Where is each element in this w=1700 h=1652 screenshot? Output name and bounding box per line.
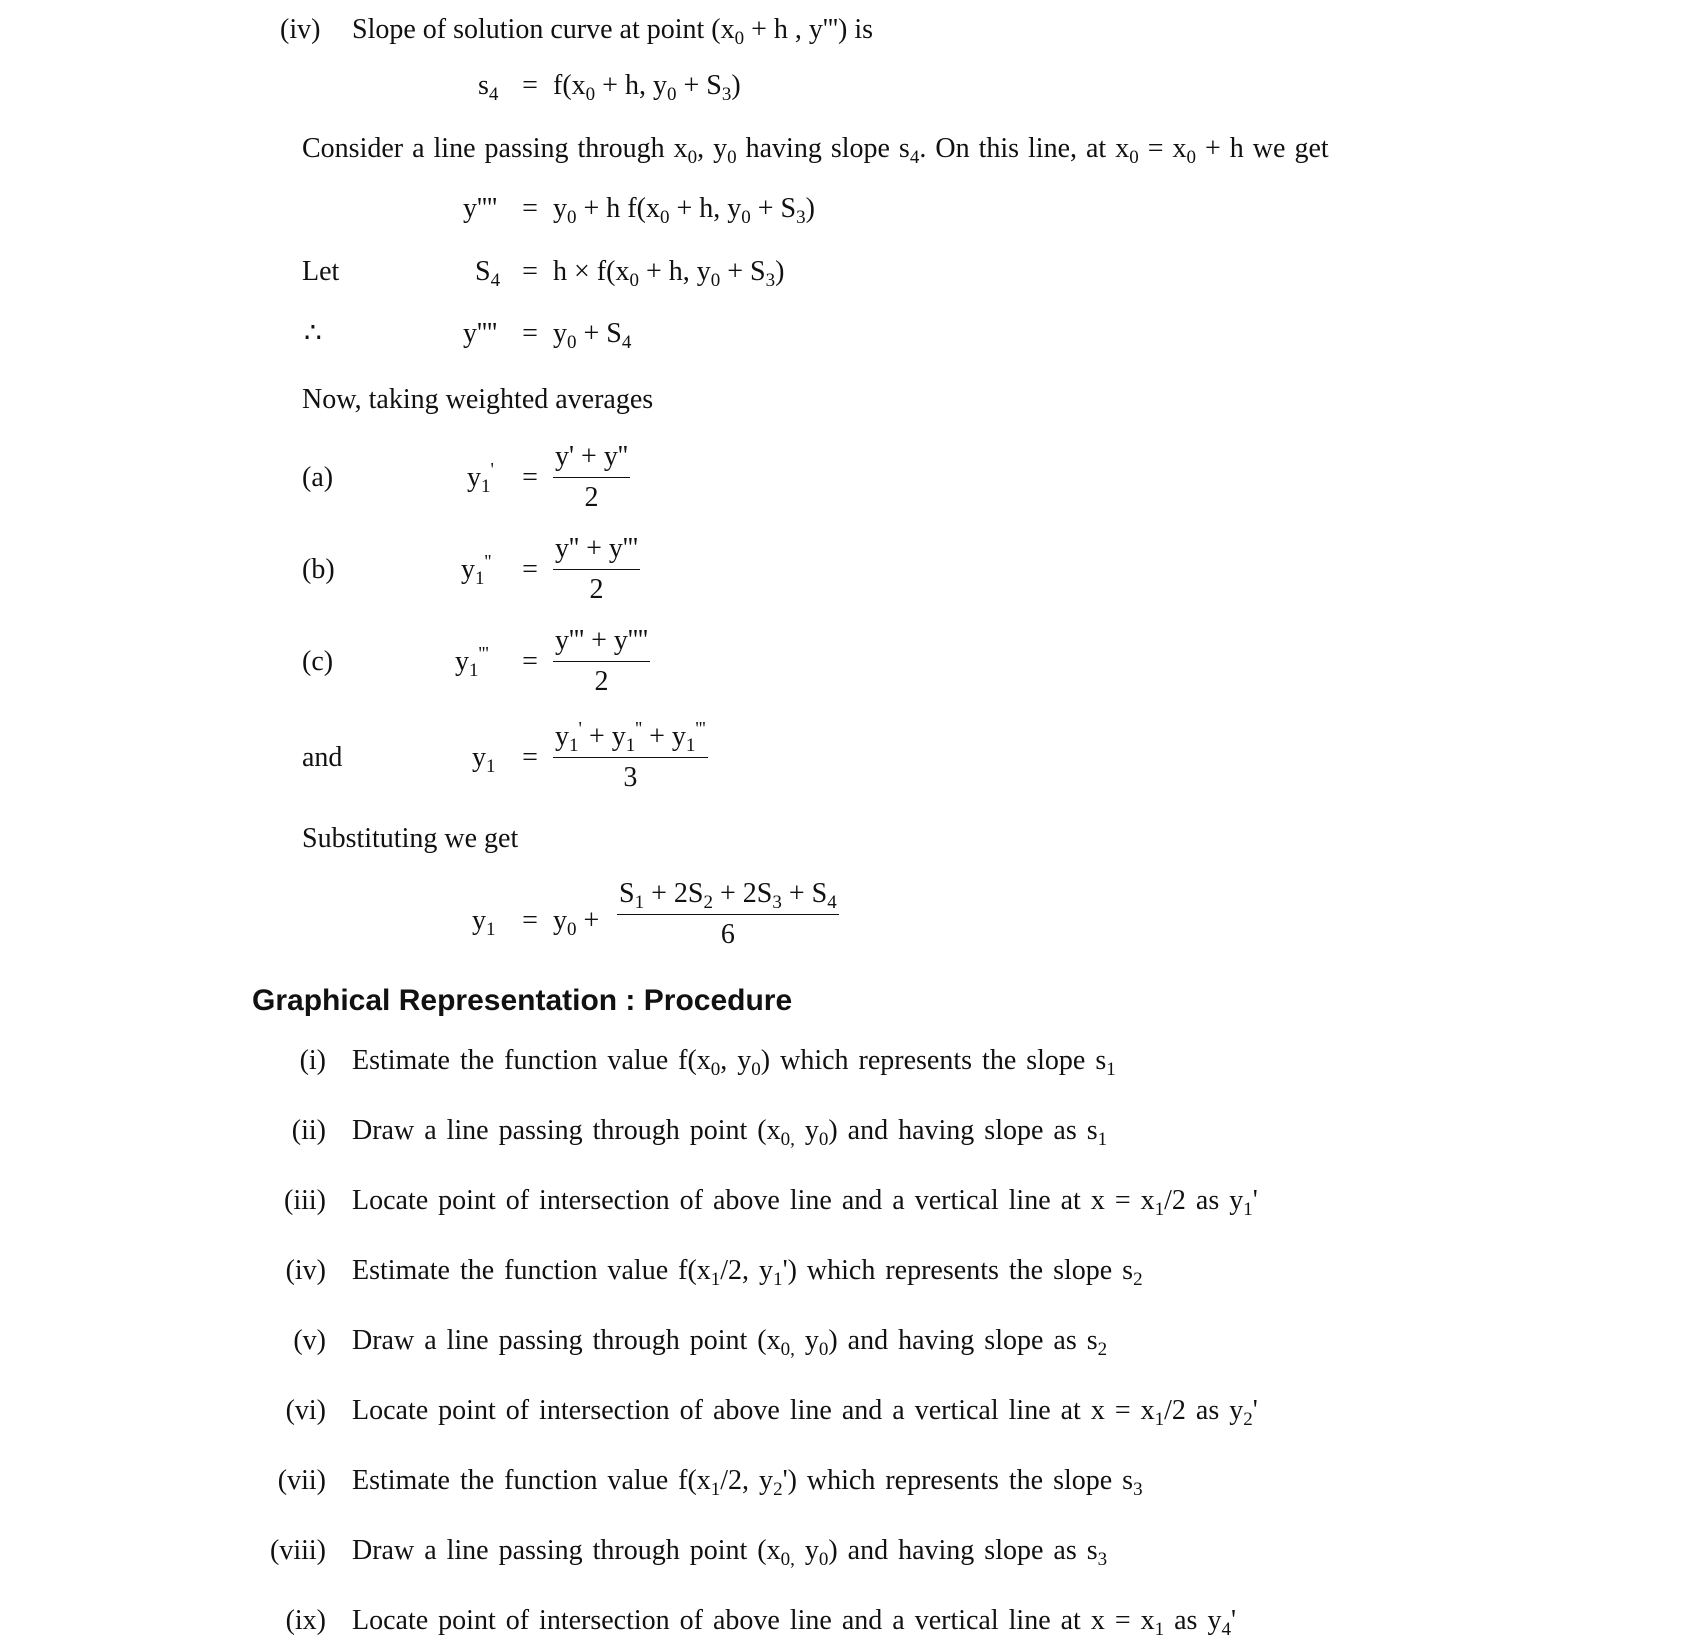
procedure-step-label: (i) bbox=[299, 1045, 326, 1076]
eq-S4-lhs: $S_4$ bbox=[475, 256, 501, 291]
procedure-step-text: Estimate the function value $f(x_0$, $y_0$) which represents the slope $s_1$ bbox=[352, 1045, 1116, 1080]
item-label: (iv) bbox=[280, 14, 321, 45]
procedure-step-label: (ii) bbox=[291, 1115, 326, 1146]
avg-c-lhs: $y_1'''$ bbox=[455, 643, 489, 681]
procedure-step-text: Locate point of intersection of above line and a vertical line at $x = x_1/2$ as $y_1'$ bbox=[352, 1185, 1258, 1220]
avg-b-rel: = bbox=[522, 554, 538, 585]
avg-b-numerator: y'' + y''' bbox=[553, 533, 640, 570]
final-lhs: $y_1$ bbox=[472, 905, 496, 940]
substituting-text: Substituting we get bbox=[302, 823, 519, 854]
consider-text: Consider a line passing through $x_0$, $y_0$ having slope $s_4$. On this line, at $x_0 = x_0 + h$ we get bbox=[302, 133, 1329, 168]
item-text: Slope of solution curve at point ($x_0 + h$ , y''') is bbox=[352, 14, 874, 49]
avg-a-lhs: $y_1'$ bbox=[467, 459, 494, 497]
procedure-step-label: (iv) bbox=[285, 1255, 326, 1286]
procedure-step-label: (vii) bbox=[277, 1465, 326, 1496]
procedure-step-label: (v) bbox=[293, 1325, 326, 1356]
avg-b-label: (b) bbox=[302, 554, 335, 585]
final-denominator: 6 bbox=[720, 919, 735, 950]
avg-c-label: (c) bbox=[302, 646, 334, 677]
eq-y4-rel: = bbox=[522, 193, 538, 224]
avg-and-fraction bbox=[553, 718, 708, 794]
eq-s4-lhs: $s_4$ bbox=[478, 70, 499, 105]
eq-y4-lhs: y'''' bbox=[463, 193, 498, 224]
procedure-step-text: Locate point of intersection of above line and a vertical line at $x = x_1$ as $y_4'$ bbox=[352, 1605, 1236, 1640]
eq-therefore-rhs: $y_0 + S_4$ bbox=[553, 318, 632, 353]
procedure-step-text: Draw a line passing through point ($x_{0,}$ $y_0$) and having slope as $s_1$ bbox=[352, 1115, 1108, 1150]
avg-b-fraction bbox=[553, 533, 640, 606]
therefore-symbol: ∴ bbox=[304, 318, 322, 349]
avg-a-denominator: 2 bbox=[584, 482, 599, 513]
avg-a-fraction bbox=[553, 441, 630, 514]
avg-and-denominator: 3 bbox=[623, 762, 638, 793]
avg-and-numerator: $y_1' + y_1'' + y_1'''$ bbox=[555, 718, 706, 756]
avg-c-rel: = bbox=[522, 646, 538, 677]
procedure-step-label: (ix) bbox=[285, 1605, 326, 1636]
avg-and-rel: = bbox=[522, 742, 538, 773]
avg-c-numerator: y''' + y'''' bbox=[553, 625, 650, 662]
avg-a-numerator: y' + y'' bbox=[553, 441, 630, 478]
procedure-step-text: Estimate the function value $f(x_1/2$, $y_2'$) which represents the slope $s_3$ bbox=[352, 1465, 1143, 1500]
procedure-step-text: Draw a line passing through point ($x_{0,}$ $y_0$) and having slope as $s_2$ bbox=[352, 1325, 1108, 1360]
eq-s4-rhs: $f(x_0 + h$, $y_0 + S_3$) bbox=[553, 70, 741, 105]
eq-s4-rel: = bbox=[522, 70, 538, 101]
final-numerator: $S_1 + 2S_2 + 2S_3 + S_4$ bbox=[619, 878, 837, 913]
avg-a-rel: = bbox=[522, 462, 538, 493]
let-label: Let bbox=[302, 256, 340, 287]
procedure-step-label: (viii) bbox=[270, 1535, 326, 1566]
procedure-step-label: (iii) bbox=[284, 1185, 326, 1216]
procedure-step-text: Estimate the function value $f(x_1/2$, $y_1'$) which represents the slope $s_2$ bbox=[352, 1255, 1143, 1290]
eq-y4-rhs: $y_0 + h$ $f(x_0 + h$, $y_0 + S_3$) bbox=[553, 193, 815, 228]
eq-therefore-rel: = bbox=[522, 318, 538, 349]
final-y0: $y_0$ + bbox=[553, 905, 600, 940]
procedure-step-text: Draw a line passing through point ($x_{0,}$ $y_0$) and having slope as $s_3$ bbox=[352, 1535, 1108, 1570]
eq-S4-rhs: $h \times f(x_0 + h$, $y_0 + S_3$) bbox=[553, 256, 785, 291]
weighted-text: Now, taking weighted averages bbox=[302, 384, 654, 415]
eq-therefore-lhs: y'''' bbox=[463, 318, 498, 349]
eq-S4-rel: = bbox=[522, 256, 538, 287]
avg-c-fraction bbox=[553, 625, 650, 698]
procedure-step-text: Locate point of intersection of above line and a vertical line at $x = x_1/2$ as $y_2'$ bbox=[352, 1395, 1258, 1430]
avg-a-label: (a) bbox=[302, 462, 334, 493]
final-fraction bbox=[617, 878, 839, 951]
final-rel: = bbox=[522, 905, 538, 936]
avg-b-denominator: 2 bbox=[589, 574, 604, 605]
avg-c-denominator: 2 bbox=[594, 666, 609, 697]
avg-and-lhs: $y_1$ bbox=[472, 742, 496, 777]
procedure-step-label: (vi) bbox=[285, 1395, 326, 1426]
avg-b-lhs: $y_1''$ bbox=[461, 551, 492, 589]
section-heading: Graphical Representation : Procedure bbox=[252, 984, 793, 1017]
and-label: and bbox=[302, 742, 343, 773]
